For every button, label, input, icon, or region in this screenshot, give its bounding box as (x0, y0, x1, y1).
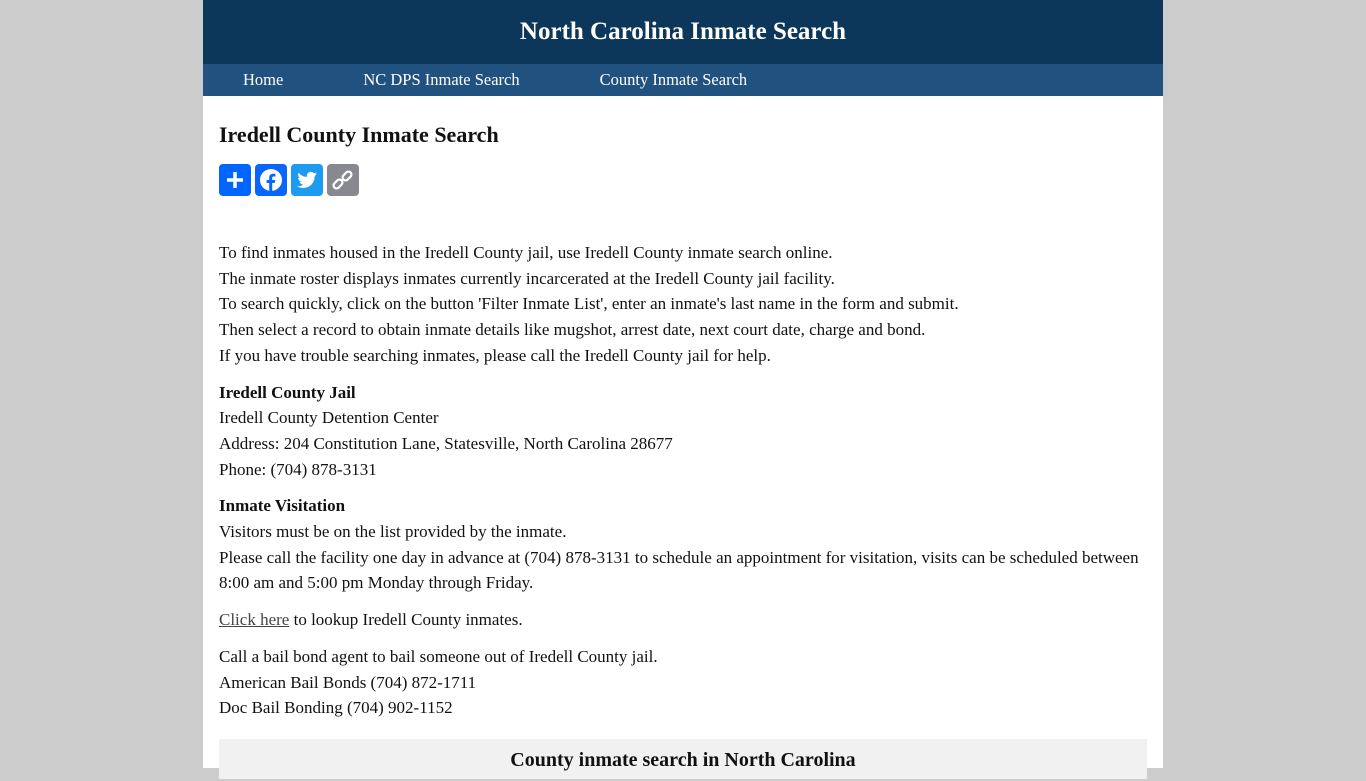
jail-info (219, 380, 1147, 483)
bail-agent: American Bail Bonds (704) 872-1711 (219, 672, 477, 692)
page-title: Iredell County Inmate Search (219, 122, 499, 147)
jail-phone: Phone: (704) 878-3131 (219, 459, 377, 479)
intro-text: To find inmates housed in the Iredell County jail, use Iredell County inmate search online. The inmate roster displays inmates currently incarcerated at the Iredell County jail facility. To search quickly, click on the button 'Filter Inmate List', enter an inmate's last name in the form and submit. Then select a record to obtain inmate details like mugshot, arrest date, next court date, charge and bond. If you have trouble searching inmates, please call the Iredell County jail for help. (219, 243, 959, 365)
nav-nc-dps-inmate-search[interactable]: NC DPS Inmate Search (363, 70, 520, 89)
visitation-info: Inmate Visitation Visitors must be on the list provided by the inmate. Please call the facility one day in advance at (704) 878-3131 to schedule an appointment for visitation, visits can be scheduled between 8:00 am and 5:00 pm Monday through Friday. (219, 496, 1139, 593)
nav-home[interactable]: Home (243, 70, 284, 89)
nav-bar (203, 64, 1163, 96)
facebook-icon[interactable] (255, 164, 287, 196)
link-icon[interactable] (327, 164, 359, 196)
nav-county-inmate-search[interactable]: County Inmate Search (599, 70, 748, 89)
site-header (203, 0, 1163, 64)
plus-icon[interactable] (219, 164, 251, 196)
county-search-section-heading: County inmate search in North Carolina (219, 739, 1147, 779)
jail-heading: Iredell County Jail (219, 382, 356, 402)
site-title[interactable]: North Carolina Inmate Search (519, 18, 847, 45)
visitation-heading: Inmate Visitation (219, 496, 346, 516)
jail-address: Address: 204 Constitution Lane, Statesville, North Carolina 28677 (219, 433, 673, 453)
lookup-line: Click here to lookup Iredell County inmates. (219, 610, 523, 630)
bail-agent: Doc Bail Bonding (704) 902-1152 (219, 698, 453, 718)
twitter-icon[interactable] (291, 164, 323, 196)
jail-name: Iredell County Detention Center (219, 408, 439, 428)
bail-info: Call a bail bond agent to bail someone out of Iredell County jail. American Bail Bonds (704) 872-1711 Doc Bail Bonding (704) 902-1152 (219, 646, 658, 718)
click-here-link[interactable]: Click here (219, 610, 290, 630)
share-buttons (219, 164, 1147, 196)
page (203, 0, 1163, 771)
